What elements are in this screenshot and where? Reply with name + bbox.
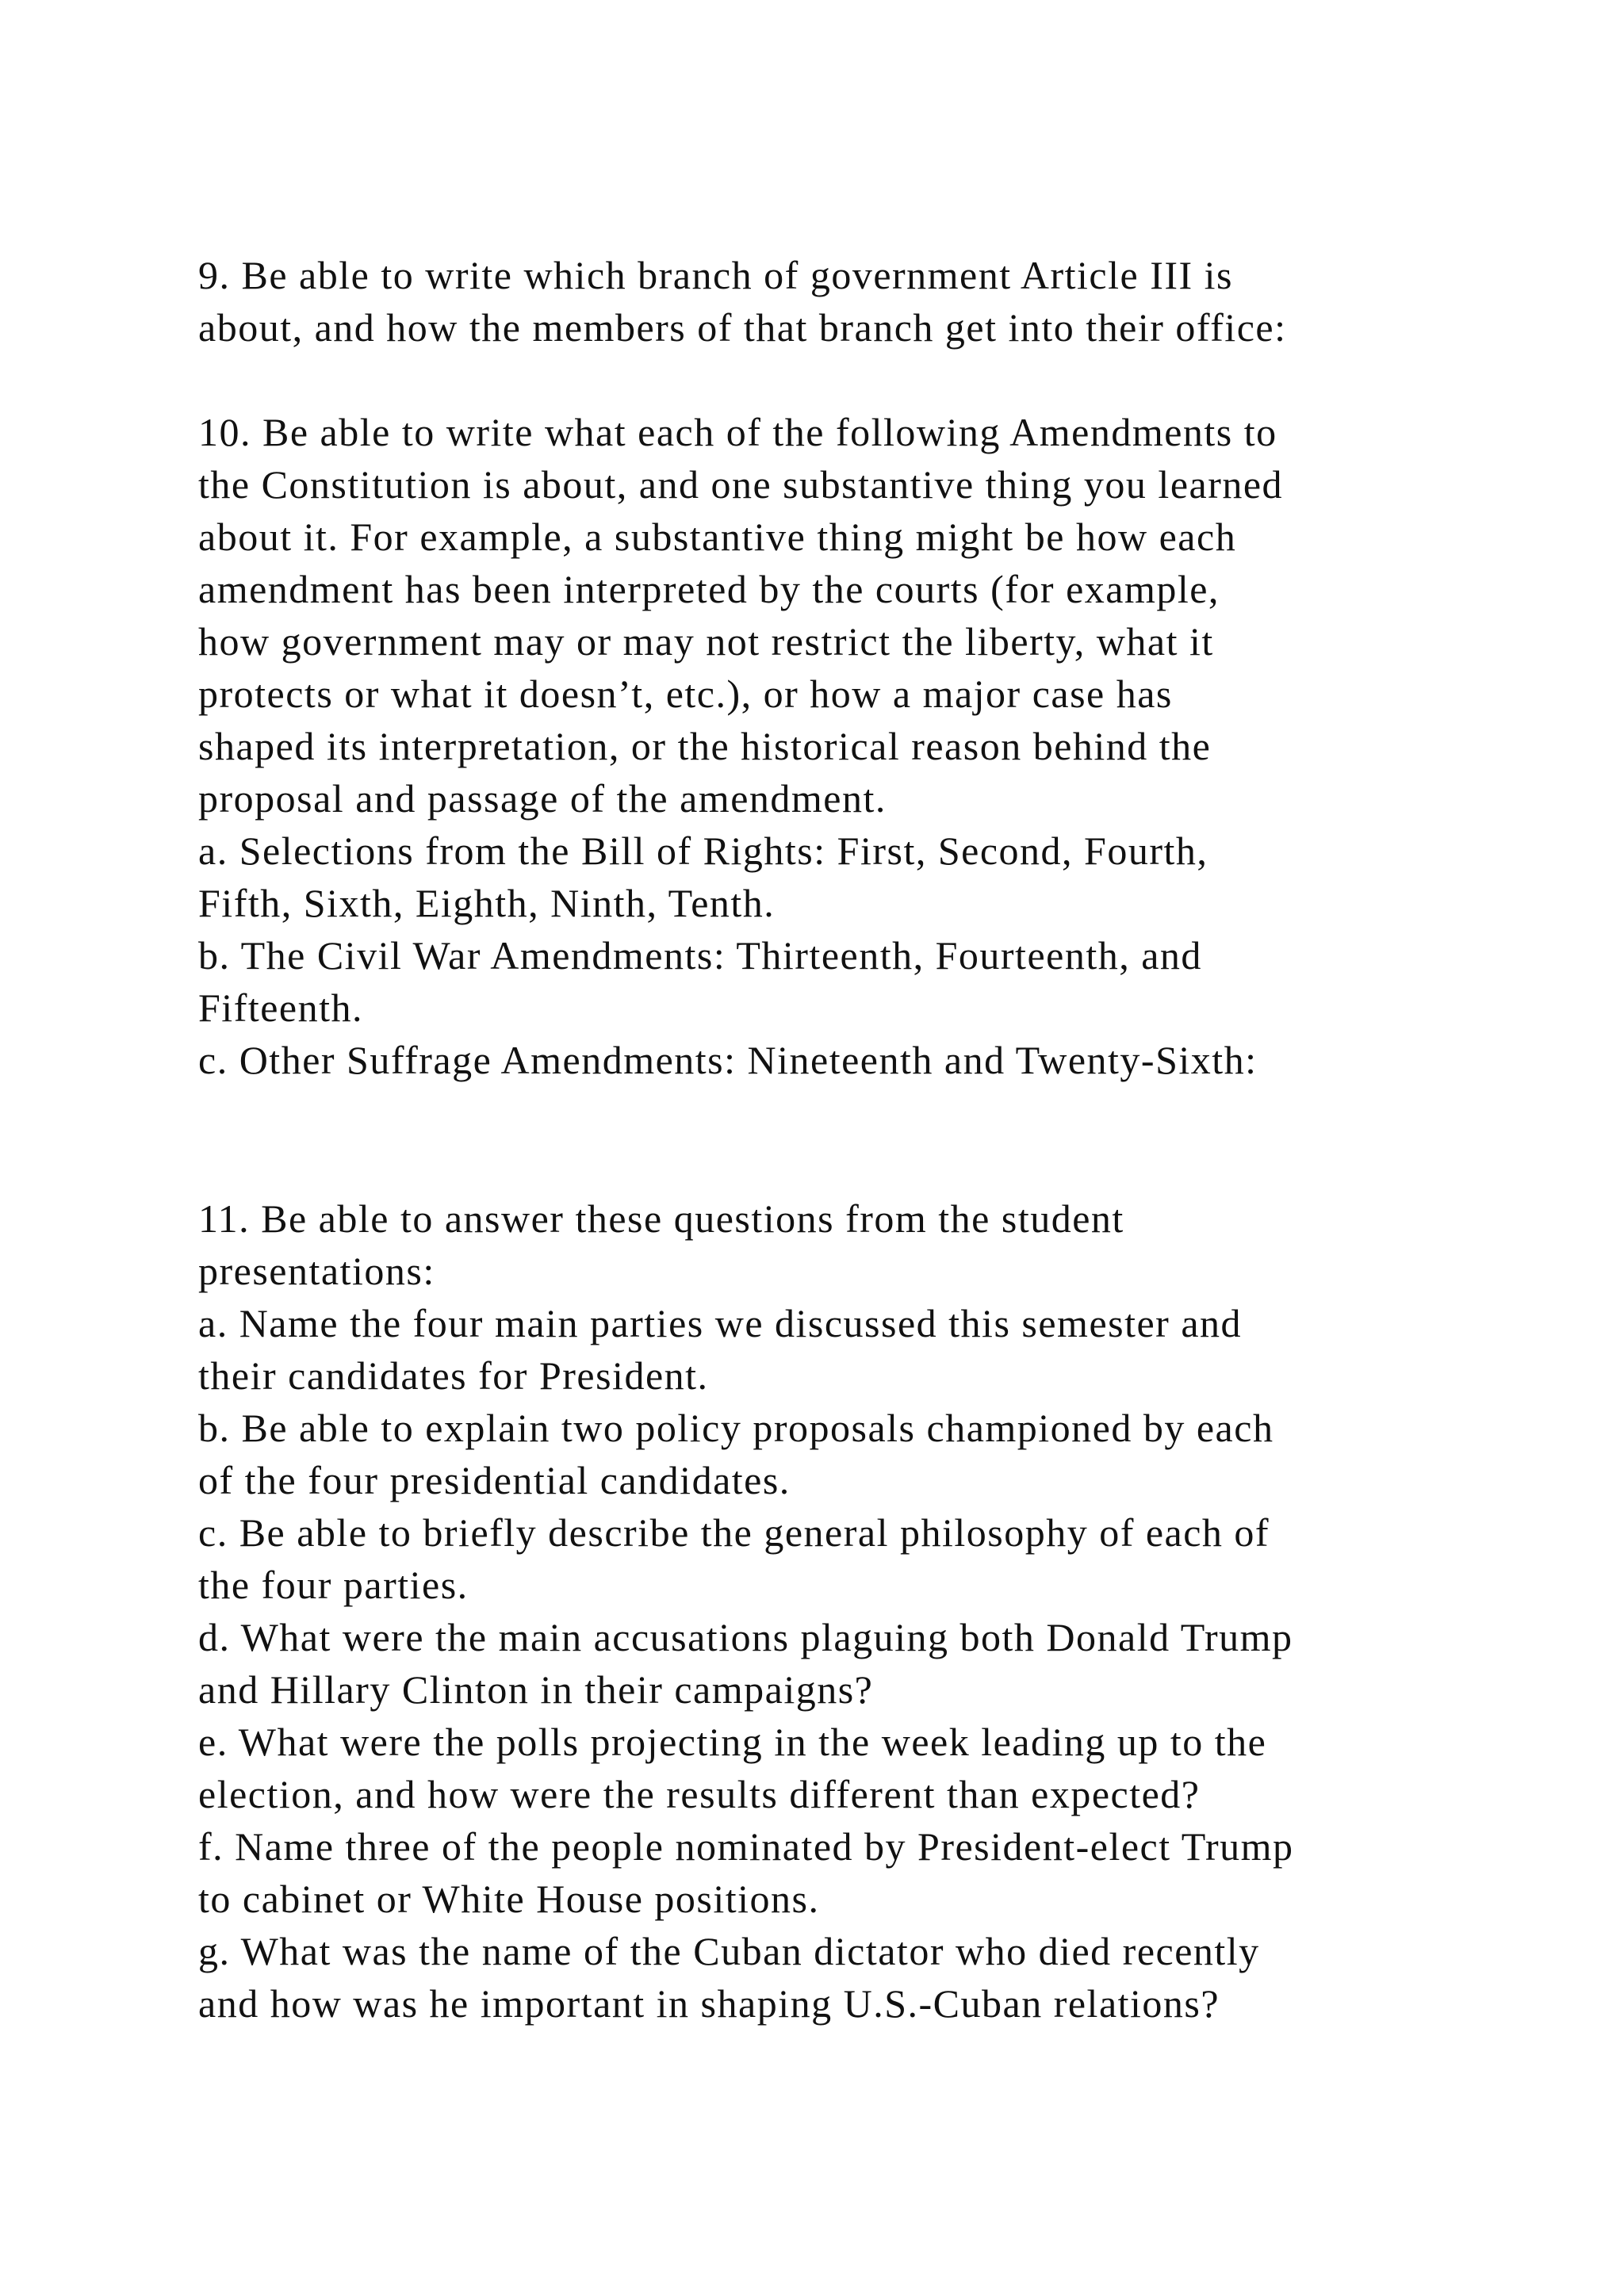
q11-item-d-line-1: d. What were the main accusations plaguing both Donald Trump xyxy=(198,1615,1293,1659)
q11-item-e-line-2: election, and how were the results different than expected? xyxy=(198,1772,1201,1816)
q11-item-d-line-2: and Hillary Clinton in their campaigns? xyxy=(198,1667,874,1712)
q11-item-b-line-2: of the four presidential candidates. xyxy=(198,1458,791,1502)
q10-item-b-line-1: b. The Civil War Amendments: Thirteenth, Fourteenth, and xyxy=(198,933,1202,978)
q10-item-a-line-2: Fifth, Sixth, Eighth, Ninth, Tenth. xyxy=(198,881,776,925)
q10-line-1: 10. Be able to write what each of the following Amendments to xyxy=(198,410,1277,454)
q11-item-c-line-2: the four parties. xyxy=(198,1563,469,1607)
q9-line-2: about, and how the members of that branch get into their office: xyxy=(198,305,1287,350)
q11-item-e-line-1: e. What were the polls projecting in the week leading up to the xyxy=(198,1720,1267,1764)
q11-item-a-line-1: a. Name the four main parties we discussed this semester and xyxy=(198,1301,1243,1345)
q11-item-b-line-1: b. Be able to explain two policy proposals championed by each xyxy=(198,1406,1274,1450)
q11-item-a-line-2: their candidates for President. xyxy=(198,1353,709,1398)
q11-item-f-line-2: to cabinet or White House positions. xyxy=(198,1877,820,1921)
q10-item-a-line-1: a. Selections from the Bill of Rights: First, Second, Fourth, xyxy=(198,828,1208,873)
q10-item-c-line-1: c. Other Suffrage Amendments: Nineteenth and Twenty-Sixth: xyxy=(198,1038,1258,1082)
q11-item-c-line-1: c. Be able to briefly describe the general philosophy of each of xyxy=(198,1510,1270,1555)
q10-line-2: the Constitution is about, and one substantive thing you learned xyxy=(198,462,1284,507)
q11-line-2: presentations: xyxy=(198,1249,435,1293)
q10-line-8: proposal and passage of the amendment. xyxy=(198,776,887,821)
q10-line-6: protects or what it doesn’t, etc.), or how a major case has xyxy=(198,672,1173,716)
q11-line-1: 11. Be able to answer these questions from the student xyxy=(198,1196,1124,1241)
q10-line-4: amendment has been interpreted by the courts (for example, xyxy=(198,567,1220,611)
q10-line-5: how government may or may not restrict the liberty, what it xyxy=(198,619,1214,664)
q10-line-7: shaped its interpretation, or the historical reason behind the xyxy=(198,724,1212,768)
q9-line-1: 9. Be able to write which branch of government Article III is xyxy=(198,253,1234,297)
q11-item-f-line-1: f. Name three of the people nominated by President-elect Trump xyxy=(198,1824,1294,1869)
q10-item-b-line-2: Fifteenth. xyxy=(198,985,364,1030)
q11-item-g-line-1: g. What was the name of the Cuban dictator who died recently xyxy=(198,1929,1260,1973)
q11-item-g-line-2: and how was he important in shaping U.S.-Cuban relations? xyxy=(198,1981,1220,2026)
q10-line-3: about it. For example, a substantive thing might be how each xyxy=(198,515,1237,559)
